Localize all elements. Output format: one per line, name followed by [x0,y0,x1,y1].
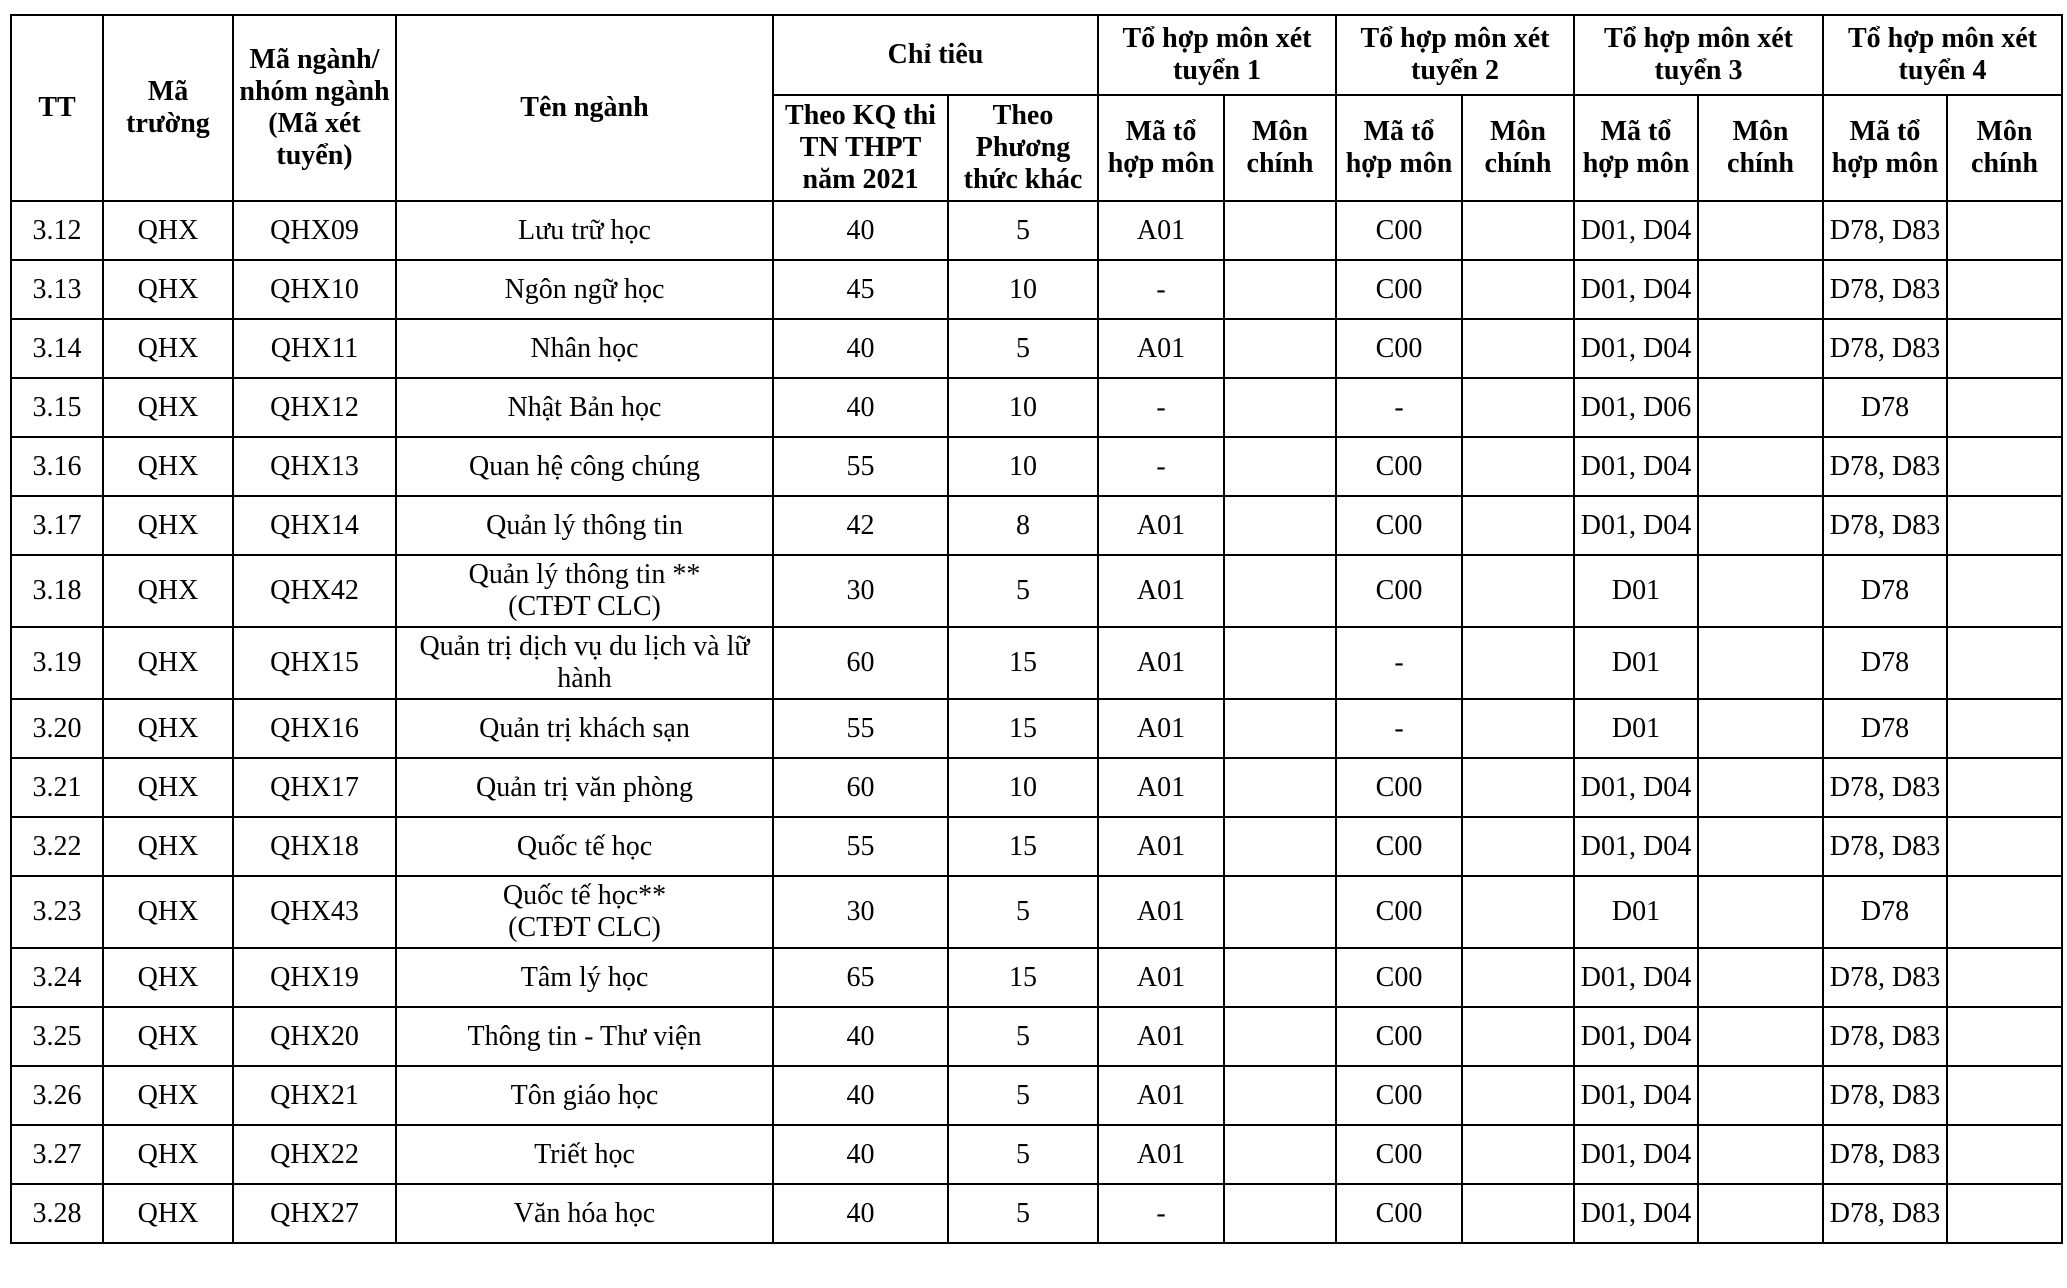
cell-ma-truong: QHX [103,555,233,627]
cell-ma-to-hop-2: C00 [1336,1125,1462,1184]
cell-ma-to-hop-3: D01, D04 [1574,496,1698,555]
cell-mon-chinh-4 [1947,1007,2062,1066]
cell-theo-pt: 5 [948,201,1098,260]
cell-ma-to-hop-4: D78 [1823,378,1947,437]
cell-mon-chinh-1 [1224,378,1336,437]
table-header [11,15,2062,201]
ten-nganh-line-2: (CTĐT CLC) [508,591,661,622]
cell-tt: 3.15 [11,378,103,437]
cell-ma-truong: QHX [103,948,233,1007]
cell-tt: 3.14 [11,319,103,378]
cell-mon-chinh-2 [1462,378,1574,437]
cell-ma-nganh: QHX42 [233,555,396,627]
cell-ma-truong: QHX [103,876,233,948]
cell-ma-to-hop-1: - [1098,378,1224,437]
cell-theo-kq: 30 [773,555,948,627]
cell-ma-to-hop-2: C00 [1336,201,1462,260]
cell-tt: 3.23 [11,876,103,948]
cell-ma-to-hop-4: D78, D83 [1823,496,1947,555]
cell-ma-to-hop-2: C00 [1336,758,1462,817]
cell-mon-chinh-2 [1462,1007,1574,1066]
cell-tt: 3.24 [11,948,103,1007]
cell-mon-chinh-3 [1698,1066,1823,1125]
cell-mon-chinh-4 [1947,817,2062,876]
cell-ma-to-hop-2: C00 [1336,948,1462,1007]
cell-ma-nganh: QHX22 [233,1125,396,1184]
cell-theo-kq: 55 [773,437,948,496]
cell-tt: 3.13 [11,260,103,319]
cell-tt: 3.12 [11,201,103,260]
cell-ma-truong: QHX [103,699,233,758]
header-mon-chinh-2: Môn chính [1462,95,1574,201]
cell-mon-chinh-3 [1698,378,1823,437]
cell-mon-chinh-3 [1698,319,1823,378]
cell-ma-to-hop-2: C00 [1336,496,1462,555]
cell-mon-chinh-3 [1698,948,1823,1007]
header-mon-chinh-1: Môn chính [1224,95,1336,201]
cell-ma-to-hop-1: A01 [1098,699,1224,758]
cell-ten-nganh [396,555,773,627]
cell-ma-to-hop-4: D78, D83 [1823,948,1947,1007]
cell-ma-to-hop-4: D78 [1823,555,1947,627]
cell-mon-chinh-1 [1224,1184,1336,1243]
cell-theo-kq: 55 [773,817,948,876]
cell-ten-nganh: Quan hệ công chúng [396,437,773,496]
cell-theo-kq: 40 [773,378,948,437]
cell-ma-nganh: QHX14 [233,496,396,555]
cell-ma-nganh: QHX15 [233,627,396,699]
cell-ma-to-hop-1: A01 [1098,758,1224,817]
cell-ten-nganh: Ngôn ngữ học [396,260,773,319]
cell-ma-to-hop-3: D01, D04 [1574,948,1698,1007]
cell-mon-chinh-1 [1224,496,1336,555]
cell-ma-to-hop-2: C00 [1336,1066,1462,1125]
cell-mon-chinh-4 [1947,319,2062,378]
cell-ma-to-hop-3: D01 [1574,876,1698,948]
cell-ma-to-hop-2: C00 [1336,817,1462,876]
cell-ma-to-hop-1: - [1098,260,1224,319]
table-row [11,948,2062,1007]
cell-ma-nganh: QHX21 [233,1066,396,1125]
cell-mon-chinh-2 [1462,627,1574,699]
header-ma-truong: Mã trường [103,15,233,201]
cell-mon-chinh-4 [1947,437,2062,496]
cell-mon-chinh-2 [1462,876,1574,948]
header-mon-chinh-3: Môn chính [1698,95,1823,201]
cell-mon-chinh-1 [1224,948,1336,1007]
cell-ma-to-hop-1: A01 [1098,319,1224,378]
table-row [11,319,2062,378]
cell-theo-pt: 10 [948,437,1098,496]
header-to-hop-4: Tổ hợp môn xét tuyển 4 [1823,15,2062,95]
cell-ten-nganh: Quản lý thông tin [396,496,773,555]
header-theo-pt: Theo Phương thức khác [948,95,1098,201]
cell-ma-to-hop-3: D01, D04 [1574,437,1698,496]
cell-mon-chinh-2 [1462,1125,1574,1184]
cell-ma-to-hop-2: C00 [1336,260,1462,319]
cell-ten-nganh: Quản trị khách sạn [396,699,773,758]
cell-ten-nganh: Quản trị văn phòng [396,758,773,817]
cell-mon-chinh-1 [1224,555,1336,627]
cell-mon-chinh-1 [1224,201,1336,260]
cell-theo-kq: 42 [773,496,948,555]
cell-tt: 3.22 [11,817,103,876]
cell-mon-chinh-1 [1224,876,1336,948]
cell-ma-to-hop-3: D01, D04 [1574,758,1698,817]
cell-ma-to-hop-1: A01 [1098,201,1224,260]
table-row [11,1066,2062,1125]
cell-mon-chinh-3 [1698,699,1823,758]
cell-theo-pt: 5 [948,555,1098,627]
header-theo-kq: Theo KQ thi TN THPT năm 2021 [773,95,948,201]
cell-theo-kq: 55 [773,699,948,758]
header-to-hop-2: Tổ hợp môn xét tuyển 2 [1336,15,1574,95]
cell-ten-nganh [396,876,773,948]
cell-ma-to-hop-4: D78 [1823,627,1947,699]
cell-ma-nganh: QHX27 [233,1184,396,1243]
table-row [11,817,2062,876]
table-row [11,378,2062,437]
cell-theo-kq: 40 [773,1007,948,1066]
cell-mon-chinh-2 [1462,1184,1574,1243]
cell-ma-truong: QHX [103,201,233,260]
cell-tt: 3.26 [11,1066,103,1125]
cell-mon-chinh-4 [1947,555,2062,627]
cell-mon-chinh-2 [1462,555,1574,627]
cell-ma-to-hop-4: D78, D83 [1823,260,1947,319]
cell-tt: 3.28 [11,1184,103,1243]
header-chi-tieu: Chỉ tiêu [773,15,1098,95]
admissions-table [10,14,2063,1244]
cell-ma-to-hop-2: - [1336,378,1462,437]
cell-theo-pt: 5 [948,876,1098,948]
table-row [11,627,2062,699]
cell-ma-to-hop-2: C00 [1336,876,1462,948]
cell-ma-to-hop-2: - [1336,699,1462,758]
header-ten-nganh: Tên ngành [396,15,773,201]
cell-ma-to-hop-1: A01 [1098,817,1224,876]
cell-mon-chinh-4 [1947,1184,2062,1243]
cell-theo-kq: 40 [773,319,948,378]
cell-ma-truong: QHX [103,260,233,319]
cell-ma-truong: QHX [103,817,233,876]
cell-ma-truong: QHX [103,1184,233,1243]
cell-ma-to-hop-3: D01 [1574,699,1698,758]
cell-ten-nganh: Tôn giáo học [396,1066,773,1125]
cell-ma-to-hop-1: A01 [1098,555,1224,627]
cell-theo-kq: 40 [773,201,948,260]
cell-ma-truong: QHX [103,1066,233,1125]
cell-ma-to-hop-4: D78, D83 [1823,319,1947,378]
cell-ma-nganh: QHX13 [233,437,396,496]
cell-ma-to-hop-4: D78, D83 [1823,437,1947,496]
cell-ma-to-hop-3: D01, D04 [1574,201,1698,260]
cell-mon-chinh-2 [1462,319,1574,378]
header-ma-to-hop-2: Mã tổ hợp môn [1336,95,1462,201]
table-row [11,1184,2062,1243]
cell-ma-to-hop-3: D01 [1574,627,1698,699]
cell-theo-pt: 10 [948,260,1098,319]
cell-ma-to-hop-2: C00 [1336,437,1462,496]
table-row [11,260,2062,319]
cell-ma-truong: QHX [103,627,233,699]
cell-ma-to-hop-3: D01, D04 [1574,1066,1698,1125]
cell-mon-chinh-1 [1224,758,1336,817]
cell-mon-chinh-2 [1462,758,1574,817]
cell-theo-pt: 5 [948,319,1098,378]
cell-ten-nganh: Thông tin - Thư viện [396,1007,773,1066]
header-to-hop-3: Tổ hợp môn xét tuyển 3 [1574,15,1823,95]
cell-mon-chinh-1 [1224,437,1336,496]
cell-mon-chinh-3 [1698,201,1823,260]
cell-ma-nganh: QHX18 [233,817,396,876]
cell-tt: 3.19 [11,627,103,699]
cell-tt: 3.17 [11,496,103,555]
cell-theo-kq: 40 [773,1066,948,1125]
cell-theo-kq: 45 [773,260,948,319]
cell-mon-chinh-4 [1947,948,2062,1007]
cell-mon-chinh-2 [1462,948,1574,1007]
cell-mon-chinh-4 [1947,1066,2062,1125]
cell-mon-chinh-4 [1947,260,2062,319]
cell-tt: 3.16 [11,437,103,496]
cell-mon-chinh-4 [1947,1125,2062,1184]
table-row [11,1125,2062,1184]
cell-ma-to-hop-1: A01 [1098,948,1224,1007]
cell-ma-to-hop-1: A01 [1098,1125,1224,1184]
cell-ten-nganh [396,627,773,699]
cell-ma-to-hop-4: D78 [1823,876,1947,948]
cell-ma-to-hop-4: D78, D83 [1823,817,1947,876]
cell-theo-kq: 65 [773,948,948,1007]
cell-ma-truong: QHX [103,319,233,378]
cell-ma-to-hop-1: - [1098,1184,1224,1243]
header-ma-to-hop-3: Mã tổ hợp môn [1574,95,1698,201]
cell-mon-chinh-2 [1462,699,1574,758]
cell-mon-chinh-3 [1698,437,1823,496]
cell-ma-to-hop-1: A01 [1098,627,1224,699]
cell-mon-chinh-2 [1462,437,1574,496]
cell-mon-chinh-3 [1698,876,1823,948]
table-row [11,699,2062,758]
cell-mon-chinh-3 [1698,627,1823,699]
cell-theo-pt: 15 [948,948,1098,1007]
cell-mon-chinh-2 [1462,496,1574,555]
cell-ma-nganh: QHX20 [233,1007,396,1066]
cell-ma-to-hop-3: D01, D06 [1574,378,1698,437]
table-row [11,496,2062,555]
cell-mon-chinh-3 [1698,1007,1823,1066]
cell-ten-nganh: Nhân học [396,319,773,378]
cell-ten-nganh: Nhật Bản học [396,378,773,437]
cell-tt: 3.27 [11,1125,103,1184]
cell-mon-chinh-1 [1224,1007,1336,1066]
cell-ma-to-hop-2: C00 [1336,319,1462,378]
cell-theo-pt: 10 [948,378,1098,437]
cell-theo-kq: 40 [773,1184,948,1243]
cell-ma-to-hop-4: D78, D83 [1823,1066,1947,1125]
cell-ten-nganh: Văn hóa học [396,1184,773,1243]
cell-ma-truong: QHX [103,758,233,817]
cell-ma-to-hop-3: D01, D04 [1574,1007,1698,1066]
table-row [11,201,2062,260]
table-row [11,437,2062,496]
cell-ma-to-hop-4: D78 [1823,699,1947,758]
cell-ten-nganh: Tâm lý học [396,948,773,1007]
cell-mon-chinh-4 [1947,758,2062,817]
cell-mon-chinh-4 [1947,201,2062,260]
cell-ten-nganh: Triết học [396,1125,773,1184]
cell-mon-chinh-3 [1698,1184,1823,1243]
cell-ma-to-hop-3: D01, D04 [1574,1125,1698,1184]
cell-ma-nganh: QHX12 [233,378,396,437]
cell-ma-to-hop-3: D01, D04 [1574,817,1698,876]
cell-tt: 3.18 [11,555,103,627]
cell-mon-chinh-4 [1947,496,2062,555]
cell-theo-kq: 60 [773,627,948,699]
cell-ma-nganh: QHX09 [233,201,396,260]
cell-ma-to-hop-4: D78, D83 [1823,1125,1947,1184]
cell-mon-chinh-4 [1947,627,2062,699]
ten-nganh-line-2: hành [557,663,612,694]
cell-mon-chinh-3 [1698,260,1823,319]
cell-mon-chinh-1 [1224,1125,1336,1184]
cell-mon-chinh-3 [1698,758,1823,817]
cell-ma-to-hop-3: D01 [1574,555,1698,627]
cell-theo-pt: 5 [948,1066,1098,1125]
cell-ma-truong: QHX [103,1007,233,1066]
cell-mon-chinh-1 [1224,319,1336,378]
table-row [11,758,2062,817]
cell-ma-truong: QHX [103,437,233,496]
cell-theo-pt: 15 [948,627,1098,699]
table-row [11,555,2062,627]
header-tt: TT [11,15,103,201]
cell-ma-nganh: QHX19 [233,948,396,1007]
cell-ma-nganh: QHX10 [233,260,396,319]
cell-ma-truong: QHX [103,378,233,437]
cell-ma-to-hop-3: D01, D04 [1574,319,1698,378]
cell-ma-to-hop-3: D01, D04 [1574,260,1698,319]
cell-ma-to-hop-2: C00 [1336,555,1462,627]
cell-mon-chinh-2 [1462,201,1574,260]
cell-tt: 3.25 [11,1007,103,1066]
cell-ma-to-hop-1: A01 [1098,496,1224,555]
cell-ma-truong: QHX [103,496,233,555]
cell-mon-chinh-3 [1698,817,1823,876]
cell-ma-to-hop-3: D01, D04 [1574,1184,1698,1243]
cell-mon-chinh-4 [1947,876,2062,948]
cell-theo-pt: 10 [948,758,1098,817]
cell-ma-to-hop-1: A01 [1098,1066,1224,1125]
ten-nganh-line-1: Quản lý thông tin ** [468,559,701,590]
ten-nganh-line-2: (CTĐT CLC) [508,912,661,943]
header-to-hop-1: Tổ hợp môn xét tuyển 1 [1098,15,1336,95]
cell-mon-chinh-2 [1462,260,1574,319]
cell-ma-to-hop-2: - [1336,627,1462,699]
cell-tt: 3.21 [11,758,103,817]
cell-mon-chinh-3 [1698,555,1823,627]
ten-nganh-line-1: Quản trị dịch vụ du lịch và lữ [419,631,750,662]
cell-theo-pt: 5 [948,1125,1098,1184]
cell-mon-chinh-1 [1224,699,1336,758]
cell-ma-to-hop-1: A01 [1098,876,1224,948]
cell-ten-nganh: Lưu trữ học [396,201,773,260]
header-ma-to-hop-4: Mã tổ hợp môn [1823,95,1947,201]
cell-ma-to-hop-4: D78, D83 [1823,201,1947,260]
cell-mon-chinh-2 [1462,817,1574,876]
cell-mon-chinh-2 [1462,1066,1574,1125]
cell-theo-pt: 8 [948,496,1098,555]
cell-theo-kq: 30 [773,876,948,948]
cell-theo-pt: 15 [948,817,1098,876]
cell-mon-chinh-1 [1224,627,1336,699]
cell-ma-nganh: QHX16 [233,699,396,758]
cell-theo-kq: 60 [773,758,948,817]
cell-ma-nganh: QHX11 [233,319,396,378]
cell-ma-to-hop-4: D78, D83 [1823,1184,1947,1243]
cell-mon-chinh-3 [1698,496,1823,555]
header-mon-chinh-4: Môn chính [1947,95,2062,201]
cell-mon-chinh-4 [1947,699,2062,758]
cell-ma-to-hop-1: - [1098,437,1224,496]
cell-ma-to-hop-4: D78, D83 [1823,1007,1947,1066]
header-ma-to-hop-1: Mã tổ hợp môn [1098,95,1224,201]
cell-mon-chinh-1 [1224,1066,1336,1125]
cell-tt: 3.20 [11,699,103,758]
cell-ma-nganh: QHX17 [233,758,396,817]
table-row [11,1007,2062,1066]
cell-ma-to-hop-2: C00 [1336,1007,1462,1066]
cell-mon-chinh-4 [1947,378,2062,437]
cell-ma-to-hop-2: C00 [1336,1184,1462,1243]
cell-theo-pt: 15 [948,699,1098,758]
cell-ma-nganh: QHX43 [233,876,396,948]
cell-ten-nganh: Quốc tế học [396,817,773,876]
table-row [11,876,2062,948]
cell-mon-chinh-3 [1698,1125,1823,1184]
cell-theo-pt: 5 [948,1184,1098,1243]
cell-ma-truong: QHX [103,1125,233,1184]
cell-ma-to-hop-4: D78, D83 [1823,758,1947,817]
header-ma-nganh: Mã ngành/ nhóm ngành (Mã xét tuyển) [233,15,396,201]
cell-mon-chinh-1 [1224,817,1336,876]
table-body [11,201,2062,1243]
cell-theo-pt: 5 [948,1007,1098,1066]
cell-ma-to-hop-1: A01 [1098,1007,1224,1066]
cell-theo-kq: 40 [773,1125,948,1184]
cell-mon-chinh-1 [1224,260,1336,319]
ten-nganh-line-1: Quốc tế học** [502,880,667,911]
